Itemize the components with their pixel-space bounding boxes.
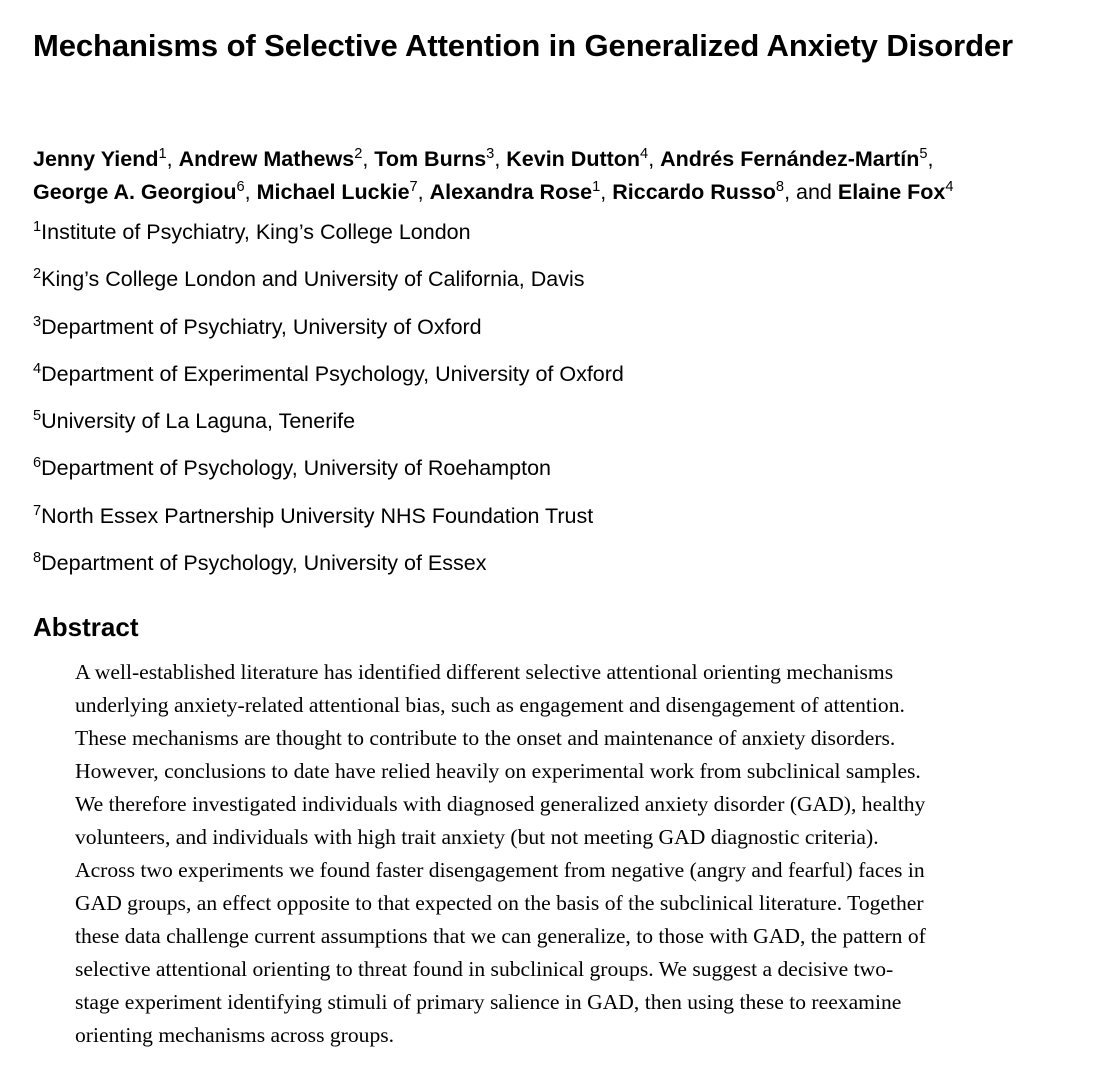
- affiliation-text: Department of Experimental Psychology, University of Oxford: [41, 361, 624, 386]
- author-name: Tom Burns: [374, 147, 487, 171]
- author-name: Alexandra Rose: [429, 180, 593, 204]
- author-separator: ,: [244, 180, 257, 204]
- author-separator: ,: [362, 147, 375, 171]
- abstract-line: A well-established literature has identified different selective attentional orienting mechanisms: [75, 660, 894, 684]
- affiliation-text: North Essex Partnership University NHS Foundation Trust: [41, 503, 594, 528]
- author-separator: ,: [417, 180, 430, 204]
- abstract-line: stage experiment identifying stimuli of primary salience in GAD, then using these to reexamine: [75, 990, 902, 1014]
- author-separator: ,: [600, 180, 613, 204]
- paper-title: Mechanisms of Selective Attention in Generalized Anxiety Disorder: [33, 28, 1014, 63]
- affiliation: [33, 309, 933, 356]
- affiliation: [33, 498, 933, 545]
- author: [33, 180, 257, 204]
- abstract-line: Across two experiments we found faster disengagement from negative (angry and fearful) faces in: [75, 858, 925, 882]
- abstract-heading: Abstract: [33, 612, 139, 642]
- abstract-line: These mechanisms are thought to contribute to the onset and maintenance of anxiety disorders.: [75, 726, 896, 750]
- author-affiliation-mark: 4: [640, 145, 649, 162]
- abstract-line: underlying anxiety-related attentional bias, such as engagement and disengagement of attention.: [75, 693, 905, 717]
- affiliation-number: 2: [33, 266, 42, 283]
- abstract-line: GAD groups, an effect opposite to that expected on the basis of the subclinical literature. Together: [75, 891, 924, 915]
- affiliation-number: 4: [33, 360, 42, 377]
- affiliation: [33, 403, 933, 450]
- abstract-line: However, conclusions to date have relied heavily on experimental work from subclinical samples.: [75, 759, 921, 783]
- author: [374, 147, 506, 171]
- author-name: Michael Luckie: [256, 180, 410, 204]
- affiliation-text: Department of Psychology, University of Essex: [41, 551, 487, 576]
- affiliation-text: King’s College London and University of California, Davis: [41, 267, 585, 292]
- author-name: Elaine Fox: [837, 180, 946, 204]
- author-separator: , and: [784, 180, 838, 204]
- affiliation-text: Department of Psychiatry, University of Oxford: [41, 314, 482, 339]
- abstract-line: these data challenge current assumptions that we can generalize, to those with GAD, the pattern of: [75, 924, 926, 948]
- author: [33, 147, 179, 171]
- abstract-line: orienting mechanisms across groups.: [75, 1023, 395, 1047]
- affiliation-number: 6: [33, 455, 42, 472]
- author-separator: ,: [166, 147, 179, 171]
- author-name: Andrés Fernández-Martín: [660, 147, 920, 171]
- author-list: [33, 143, 1083, 209]
- affiliation: [33, 545, 933, 592]
- affiliation: [33, 261, 933, 308]
- author-affiliation-mark: 7: [409, 178, 418, 195]
- author-affiliation-mark: 1: [158, 145, 167, 162]
- author: [660, 147, 933, 171]
- author-name: Andrew Mathews: [178, 147, 355, 171]
- author-name: Riccardo Russo: [612, 180, 776, 204]
- abstract-line: volunteers, and individuals with high trait anxiety (but not meeting GAD diagnostic criteria).: [75, 825, 879, 849]
- affiliation: [33, 356, 933, 403]
- affiliation-number: 8: [33, 550, 42, 567]
- author-affiliation-mark: 5: [919, 145, 928, 162]
- author-separator: ,: [648, 147, 661, 171]
- author: [838, 180, 954, 204]
- author-affiliation-mark: 3: [486, 145, 495, 162]
- author-separator: ,: [927, 147, 934, 171]
- author: [257, 180, 430, 204]
- author: [506, 147, 660, 171]
- author-affiliation-mark: 1: [592, 178, 601, 195]
- affiliation: [33, 450, 933, 497]
- author-name: Jenny Yiend: [33, 147, 159, 171]
- author-affiliation-mark: 8: [775, 178, 785, 195]
- abstract-line: selective attentional orienting to threat found in subclinical groups. We suggest a decisive two-: [75, 957, 894, 981]
- abstract-body: [75, 656, 1015, 1052]
- author-name: Kevin Dutton: [506, 147, 641, 171]
- author-name: George A. Georgiou: [33, 180, 237, 204]
- author: [612, 180, 838, 204]
- affiliation-number: 3: [33, 313, 42, 330]
- author: [430, 180, 613, 204]
- affiliation-text: Institute of Psychiatry, King’s College London: [41, 220, 471, 244]
- affiliation-number: 7: [33, 502, 42, 519]
- affiliation-text: Department of Psychology, University of Roehampton: [41, 456, 552, 481]
- author-affiliation-mark: 4: [945, 178, 954, 195]
- affiliation-number: 1: [33, 218, 42, 235]
- abstract-line: We therefore investigated individuals with diagnosed generalized anxiety disorder (GAD), healthy: [75, 792, 926, 816]
- affiliation: [33, 214, 933, 261]
- affiliation-text: University of La Laguna, Tenerife: [41, 409, 356, 434]
- affiliation-list: [33, 214, 933, 592]
- author-affiliation-mark: 2: [354, 145, 363, 162]
- author-separator: ,: [494, 147, 507, 171]
- author: [179, 147, 375, 171]
- author-affiliation-mark: 6: [236, 178, 245, 195]
- affiliation-number: 5: [33, 408, 42, 425]
